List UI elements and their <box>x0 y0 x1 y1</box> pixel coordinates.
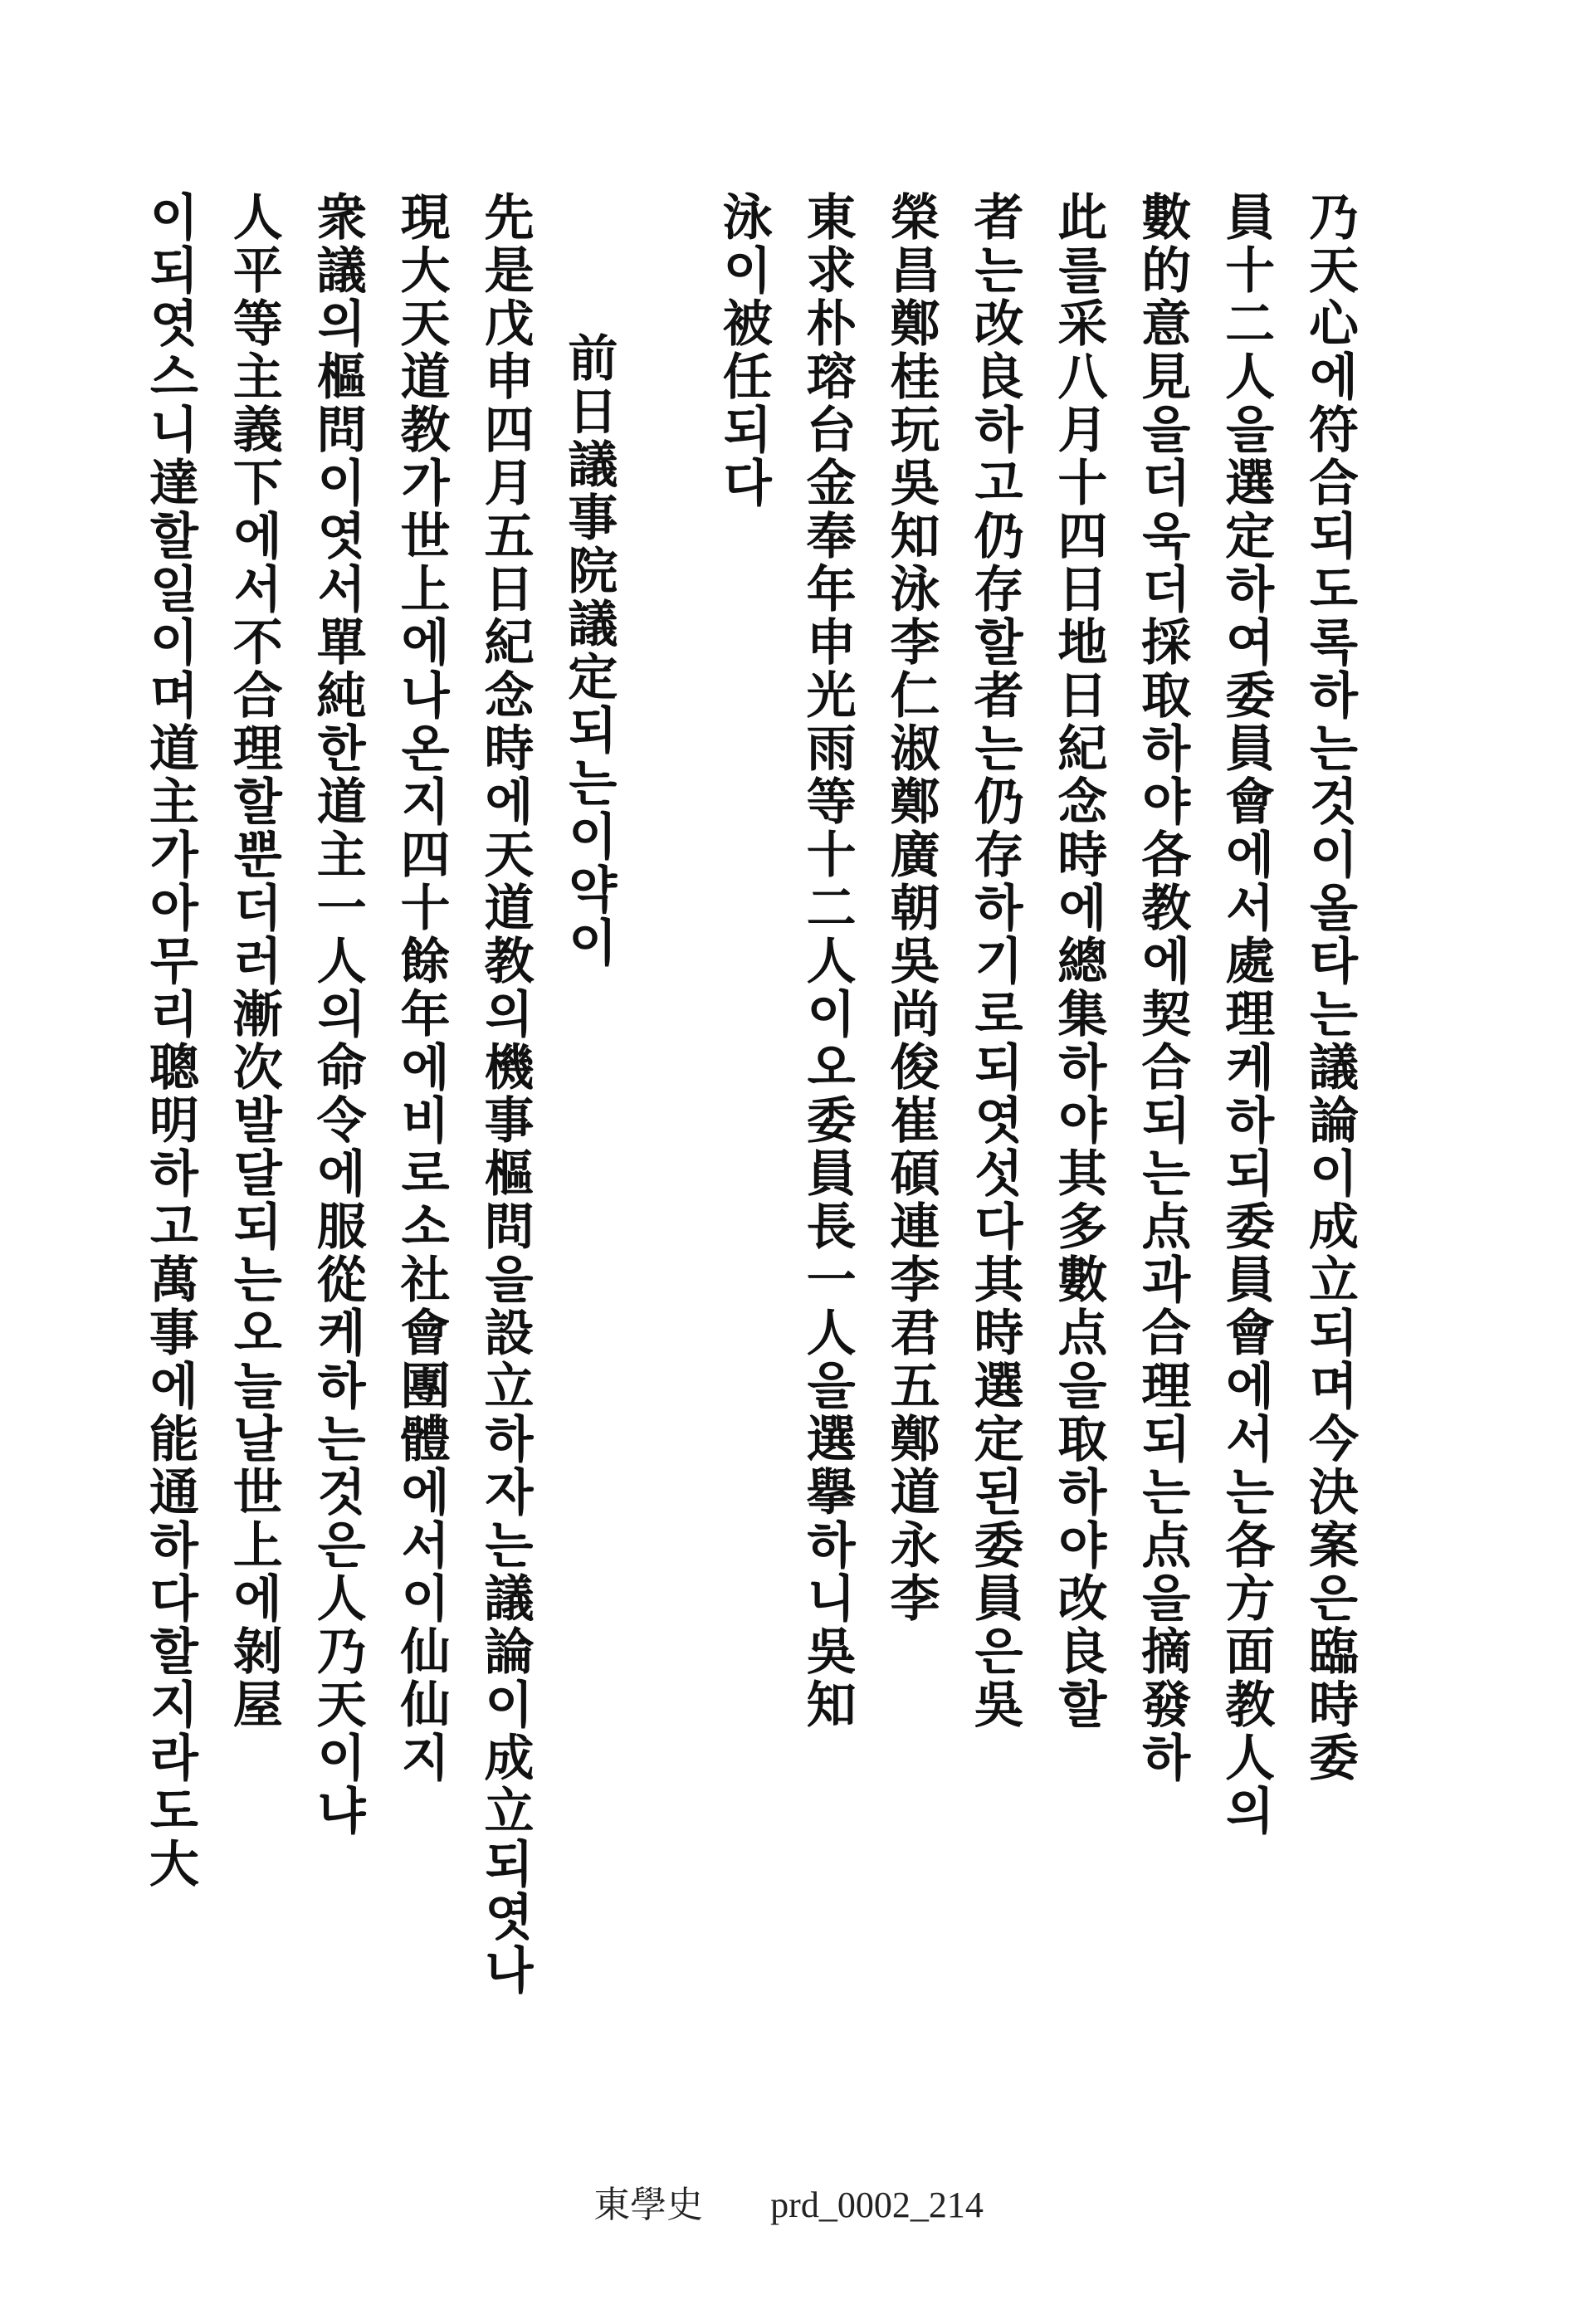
manuscript-column-1: 乃天心에符合되도록하는것이올타는議論이成立되며今決案은臨時委 <box>1301 191 1359 1784</box>
footer-title: 東學史 <box>593 2185 704 2225</box>
section-gap <box>643 191 691 2000</box>
manuscript-column-4: 此를采八月十四日地日紀念時에總集하야其多數点을取하야改良할 <box>1049 191 1108 1731</box>
manuscript-column-7: 東求朴瑢台金奉年申光雨等十二人이오委員長一人을選擧하니吳知 <box>798 191 857 1731</box>
footer-page-code: prd_0002_214 <box>770 2185 984 2225</box>
page-footer <box>0 2175 1577 2228</box>
manuscript-column-13: 人平等主義下에서不合理할뿐더러漸次발달되는오늘날世上에剝屋 <box>224 191 283 1731</box>
manuscript-column-8: 泳이被任되다 <box>714 191 773 510</box>
manuscript-body <box>141 191 1361 2000</box>
section-heading: 前日議事院議定되는이약이 <box>559 332 618 969</box>
manuscript-column-2: 員十二人을選定하여委員會에서處理케하되委員會에서는各方面教人의 <box>1217 191 1276 1838</box>
manuscript-column-3: 數的意見을더욱더採取하야各教에契合되는点과合理되는点을摘發하 <box>1133 191 1192 1784</box>
manuscript-column-12: 衆議의樞問이엿서單純한道主一人의命令에服從케하는것은人乃天이냐 <box>308 191 367 1838</box>
manuscript-column-5: 者는改良하고仍存할者는仍存하기로되엿섯다其時選定된委員은吳 <box>965 191 1024 1731</box>
manuscript-column-14: 이되엿스니達할일이며道主가아무리聰明하고萬事에能通하다할지라도大 <box>140 191 199 1891</box>
manuscript-column-10: 先是戊申四月五日紀念時에天道教의機事樞問을設立하자는議論이成立되엿나 <box>476 191 535 1997</box>
manuscript-column-11: 現大天道教가世上에나온지四十餘年에비로소社會團體에서이仙仙지 <box>392 191 451 1784</box>
manuscript-column-6: 榮昌鄭桂玩吳知泳李仁淑鄭廣朝吳尚俊崔碩連李君五鄭道永李 <box>881 191 940 1625</box>
